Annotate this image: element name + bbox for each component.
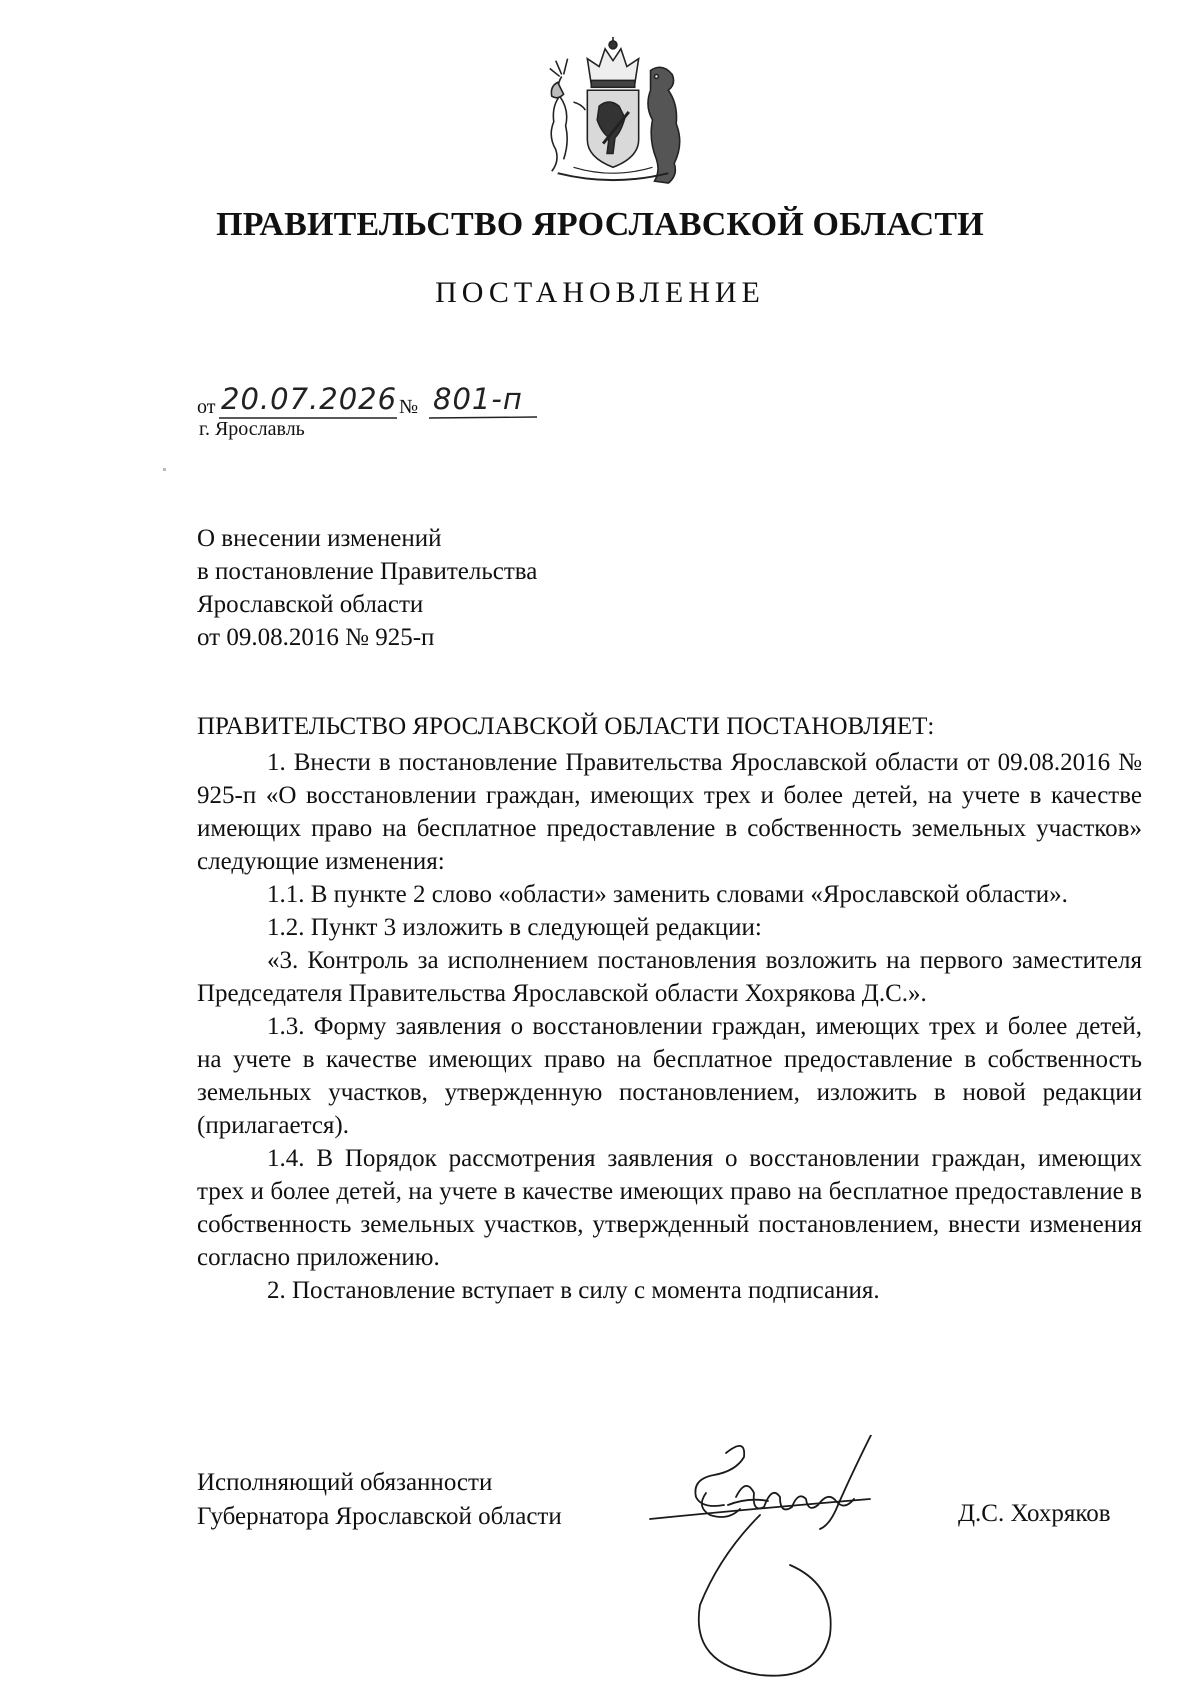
number-value: 801-п xyxy=(433,382,523,416)
document-body xyxy=(197,746,1142,1307)
body-paragraph: 1.3. Форму заявления о восстановлении граждан, имеющих трех и более детей, на учете в качестве имеющих право на бесплатное предоставление в собственность земельных участков, утвержденную постановлением, изложить в новой редакции (прилагается). xyxy=(197,1013,1142,1139)
date-value: 20.07.2026 xyxy=(221,382,398,416)
body-paragraph: 1.2. Пункт 3 изложить в следующей редакции: xyxy=(267,914,762,941)
signatory-name: Д.С. Хохряков xyxy=(958,1500,1111,1527)
body-paragraph: 1.1. В пункте 2 слово «области» заменить словами «Ярославской области». xyxy=(267,881,1068,908)
city: г. Ярославль xyxy=(199,418,305,440)
date-label: от xyxy=(197,396,216,418)
resolves-heading: ПРАВИТЕЛЬСТВО ЯРОСЛАВСКОЙ ОБЛАСТИ ПОСТАНОВЛЯЕТ: xyxy=(197,713,935,740)
document-type: ПОСТАНОВЛЕНИЕ xyxy=(435,276,765,309)
position-line: Исполняющий обязанности xyxy=(197,1469,493,1496)
body-paragraph: 1. Внести в постановление Правительства Ярославской области от 09.08.2016 № 925-п «О восстановлении граждан, имеющих трех и более детей, на учете в качестве имеющих право на бесплатное предоставление в собственность земельных участков» следующие изменения: xyxy=(197,749,1142,875)
signatory-position xyxy=(197,1466,562,1534)
document-subject xyxy=(197,522,537,654)
position-line: Губернатора Ярославской области xyxy=(197,1503,562,1530)
handwritten-signature-icon xyxy=(610,1435,970,1680)
body-paragraph: 2. Постановление вступает в силу с момента подписания. xyxy=(267,1277,880,1304)
subject-line: О внесении изменений xyxy=(197,525,442,552)
subject-line: от 09.08.2016 № 925-п xyxy=(197,624,435,651)
subject-line: Ярославской области xyxy=(197,591,424,618)
date-number-line xyxy=(197,382,597,422)
body-paragraph: «3. Контроль за исполнением постановления возложить на первого заместителя Председателя Правительства Ярославской области Хохрякова Д.С.». xyxy=(197,947,1142,1007)
body-paragraph: 1.4. В Порядок рассмотрения заявления о восстановлении граждан, имеющих трех и более детей, на учете в качестве имеющих право на бесплатное предоставление в собственность земельных участков, утвержденный постановлением, внести изменения согласно приложению. xyxy=(197,1145,1142,1271)
subject-line: в постановление Правительства xyxy=(197,558,538,585)
government-title: ПРАВИТЕЛЬСТВО ЯРОСЛАВСКОЙ ОБЛАСТИ xyxy=(216,206,984,243)
yaroslavl-coat-of-arms-icon xyxy=(534,36,692,186)
number-label: № xyxy=(399,396,419,418)
scan-mark xyxy=(163,468,166,471)
